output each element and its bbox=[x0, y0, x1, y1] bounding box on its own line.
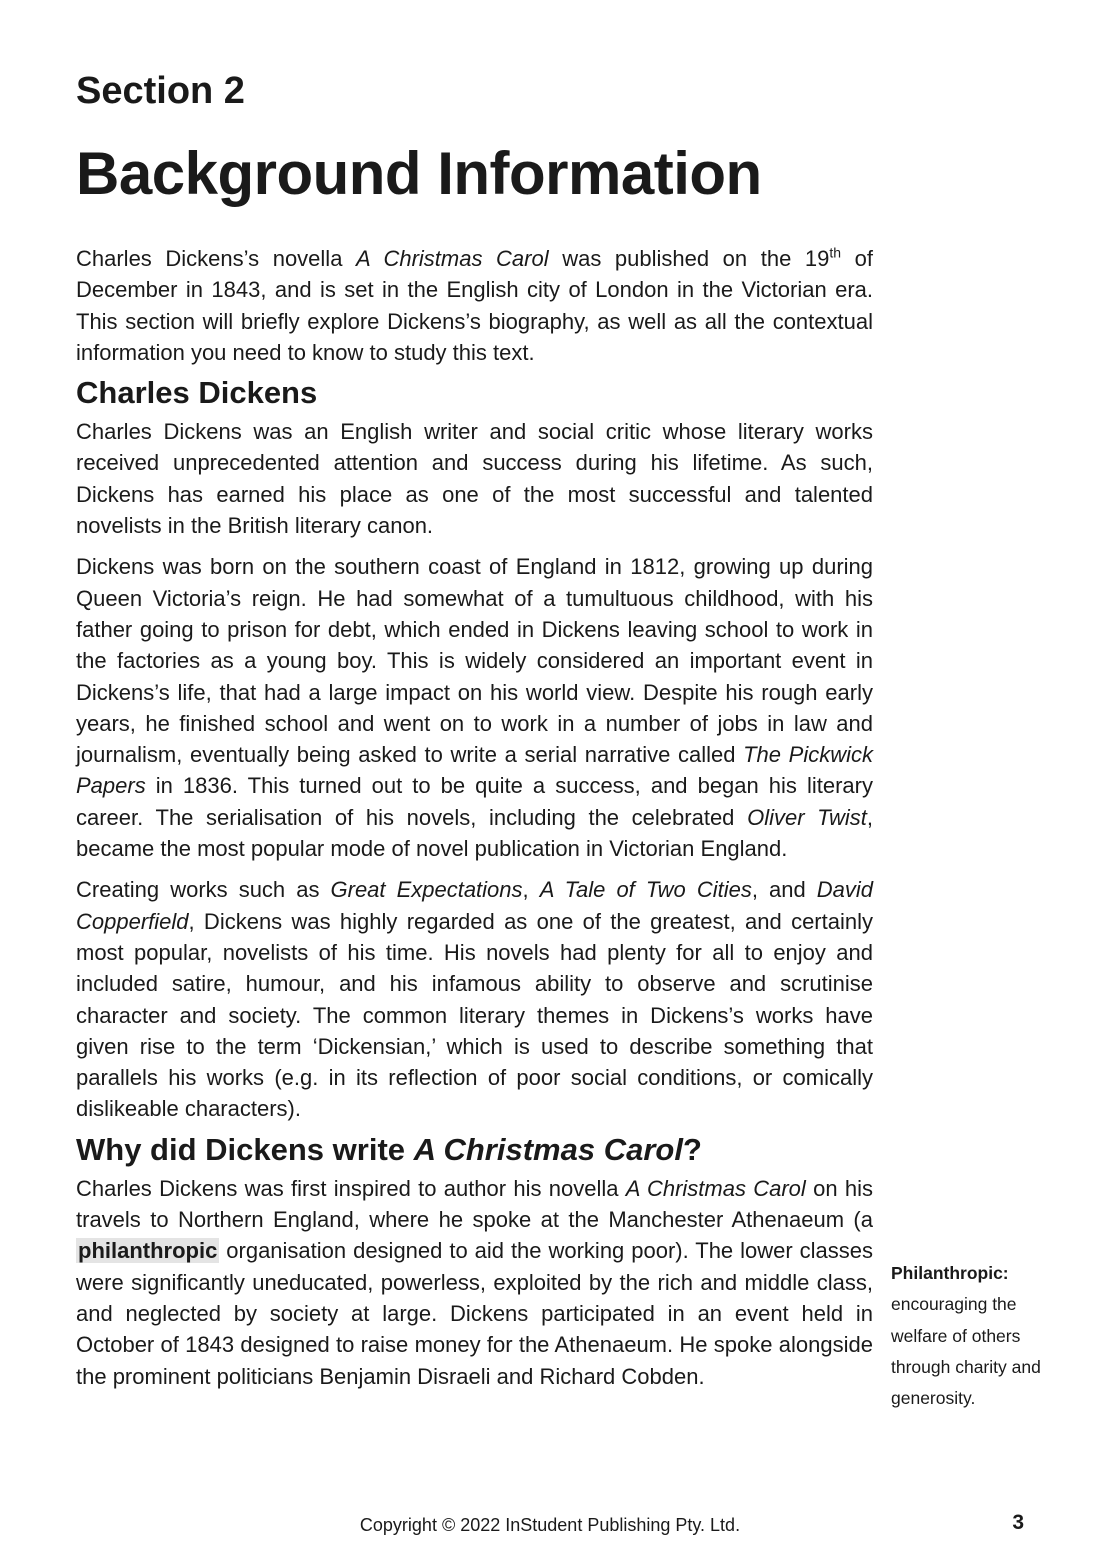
heading-text: Why did Dickens write bbox=[76, 1131, 414, 1167]
paragraph-text: , and bbox=[751, 877, 817, 903]
paragraph-text: , became the most popular mode of novel publication in Victorian England. bbox=[76, 804, 873, 862]
page-title: Background Information bbox=[76, 140, 762, 207]
section-label: Section 2 bbox=[76, 70, 245, 112]
ordinal-suffix: th bbox=[829, 244, 842, 261]
book-title: Oliver Twist bbox=[747, 804, 867, 830]
page-number: 3 bbox=[1012, 1511, 1024, 1534]
copyright-footer: Copyright © 2022 InStudent Publishing Pty. Ltd. bbox=[359, 1515, 741, 1535]
glossary-sidebar bbox=[891, 1258, 1041, 1414]
glossary-term-highlight: philanthropic bbox=[78, 1238, 218, 1264]
heading-why-dickens-wrote bbox=[76, 1127, 873, 1173]
paragraph-text: organisation designed to aid the working poor). The lower classes were significantly uneducated, powerless, exploited by the rich and middle class, and neglected by society at large. Dickens participated in an event held in October of 1843 designed to raise money for the Athenaeum. He spoke alongside the prominent politicians Benjamin Disraeli and Richard Cobden. bbox=[76, 1238, 873, 1389]
paragraph-text: Creating works such as bbox=[76, 877, 331, 903]
book-title: A Christmas Carol bbox=[356, 246, 549, 271]
book-title: The Pickwick Papers bbox=[76, 742, 874, 799]
paragraph-text: Charles Dickens was first inspired to author his novella bbox=[76, 1175, 626, 1201]
why-paragraph-1 bbox=[76, 1173, 873, 1392]
book-title: A Tale of Two Cities bbox=[539, 877, 752, 903]
paragraph-text: in 1836. This turned out to be quite a success, and began his literary career. The serialisation of his novels, including the celebrated bbox=[76, 773, 873, 830]
paragraph-text: , Dickens was highly regarded as one of the greatest, and certainly most popular, novelists of his time. His novels had plenty for all to enjoy and included satire, humour, and his infamous ability to observe and scrutinise character and society. The common literary themes in Dickens’s works have given rise to the term ‘Dickensian,’ which is used to describe something that parallels his works (e.g. in its reflection of poor social conditions, or comically dislikeable characters). bbox=[76, 908, 873, 1122]
book-title: A Christmas Carol bbox=[413, 1131, 683, 1167]
paragraph-text: on his travels to Northern England, where he spoke at the Manchester Athenaeum (a bbox=[76, 1175, 873, 1233]
intro-text: of December in 1843, and is set in the English city of London in the Victorian era. This section will briefly explore Dickens’s biography, as well as all the contextual information you need to know to study this text. bbox=[76, 246, 873, 365]
intro-paragraph bbox=[76, 243, 873, 368]
paragraph-text: , bbox=[522, 877, 540, 903]
dickens-paragraph-3 bbox=[76, 874, 873, 1124]
glossary-definition: encouraging the welfare of others through charity and generosity. bbox=[891, 1294, 1041, 1409]
heading-text: ? bbox=[682, 1131, 702, 1167]
book-title: David Copperfield bbox=[76, 877, 874, 934]
dickens-paragraph-2 bbox=[76, 551, 873, 864]
heading-charles-dickens: Charles Dickens bbox=[76, 375, 318, 411]
paragraph-text: Dickens was born on the southern coast of England in 1812, growing up during Queen Victoria’s reign. He had somewhat of a tumultuous childhood, with his father going to prison for debt, which ended in Dickens leaving school to work in the factories as a young boy. This is widely considered an important event in Dickens’s life, that had a large impact on his world view. Despite his rough early years, he finished school and went on to work in a number of jobs in law and journalism, eventually being asked to write a serial narrative called bbox=[76, 554, 873, 768]
intro-text: Charles Dickens’s novella bbox=[76, 246, 357, 271]
intro-text: was published on the 19 bbox=[548, 246, 830, 271]
glossary-term: Philanthropic: bbox=[891, 1263, 1009, 1283]
book-title: A Christmas Carol bbox=[625, 1175, 806, 1201]
dickens-paragraph-1: Charles Dickens was an English writer and social critic whose literary works received unprecedented attention and success during his lifetime. As such, Dickens has earned his place as one of the most successful and talented novelists in the British literary canon. bbox=[76, 419, 873, 539]
main-content bbox=[76, 243, 873, 1392]
book-title: Great Expectations bbox=[330, 877, 523, 903]
